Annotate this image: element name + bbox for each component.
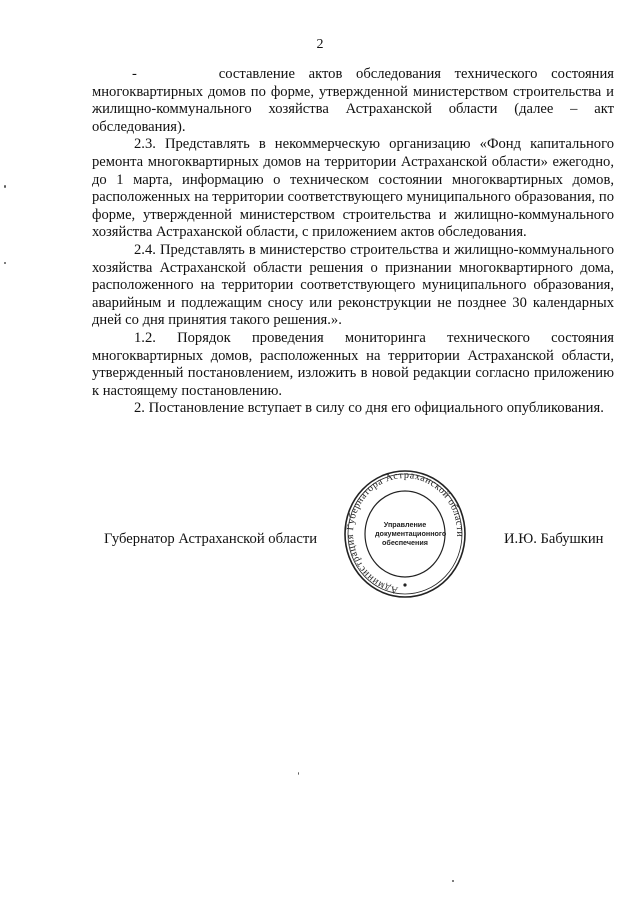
page-number: 2 xyxy=(316,37,324,52)
document-body xyxy=(92,66,614,418)
scan-speck xyxy=(4,262,6,264)
scan-speck xyxy=(452,880,454,882)
seal-ring-text: Администрация Губернатора Астраханской области xyxy=(345,469,466,596)
governor-name: И.Ю. Бабушкин xyxy=(504,531,604,547)
paragraph-1-2: 1.2. Порядок проведения мониторинга технического состояния многоквартирных домов, расположенных на территории Астраханской области, утвержденный постановлением, изложить в новой редакции согласно приложению к настоящему постановлению. xyxy=(92,329,614,399)
paragraph-2-effective: 2. Постановление вступает в силу со дня его официального опубликования. xyxy=(134,400,604,417)
official-seal xyxy=(342,468,468,600)
signature-block xyxy=(0,530,640,554)
scan-speck xyxy=(298,772,299,775)
seal-center-text: Управление документационного обеспечения xyxy=(375,520,447,547)
paragraph-2-3: 2.3. Представлять в некоммерческую организацию «Фонд капитального ремонта многоквартирных домов на территории Астраханской области» ежегодно, до 1 марта, информацию о техническом состоянии многоквартирных домов, расположенных на территории соответствующего муниципального образования, по форме, утвержденной министерством строительства и жилищно-коммунального хозяйства Астраханской области, с приложением актов обследования. xyxy=(92,136,614,241)
governor-title: Губернатор Астраханской области xyxy=(104,531,318,547)
scan-speck xyxy=(4,185,6,188)
paragraph-2-4: 2.4. Представлять в министерство строительства и жилищно-коммунального хозяйства Астраханской области решения о признании многоквартирного дома, расположенного на территории соответствующего муниципального образования, аварийным и подлежащим сносу или реконструкции не позднее 30 календарных дней со дня принятия такого решения.». xyxy=(92,241,614,329)
paragraph-inspection-acts: - составление актов обследования технического состояния многоквартирных домов по форме, утвержденной министерством строительства и жилищно-коммунального хозяйства Астраханской области (далее – акт обследования). xyxy=(92,66,614,135)
